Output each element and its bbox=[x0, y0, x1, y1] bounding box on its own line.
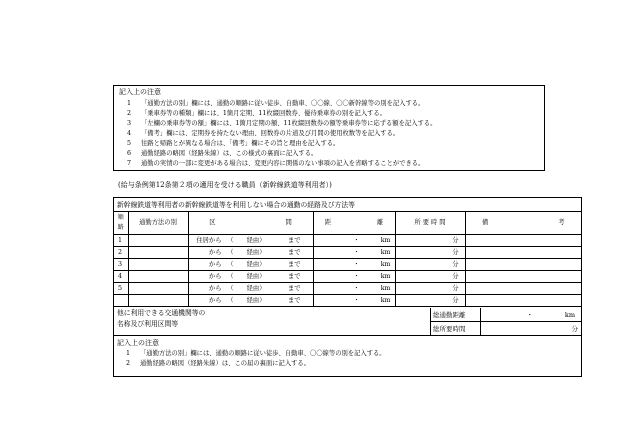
remarks-field[interactable] bbox=[465, 259, 581, 271]
section-to: まで bbox=[287, 272, 301, 280]
header-time: 所 要 時 間 bbox=[395, 212, 465, 235]
route-table-title: 新幹線鉄道等利用者の新幹線鉄道等を利用しない場合の通勤の経路及び方法等 bbox=[117, 201, 355, 209]
summary-row-distance bbox=[431, 308, 582, 322]
time-field[interactable]: 分 bbox=[395, 283, 465, 295]
remarks-field[interactable] bbox=[465, 271, 581, 283]
time-field[interactable]: 分 bbox=[395, 271, 465, 283]
note-number: 6 bbox=[127, 150, 132, 157]
note-item bbox=[127, 139, 436, 149]
distance-field[interactable] bbox=[313, 259, 395, 271]
section-paren: （ bbox=[227, 236, 234, 244]
section-to: まで bbox=[287, 236, 301, 244]
distance-unit: km bbox=[380, 248, 391, 256]
route-number bbox=[114, 295, 128, 307]
section-paren: （ bbox=[227, 284, 234, 292]
section-via: 経由） bbox=[246, 284, 266, 292]
total-distance-label: 総通勤距離 bbox=[431, 308, 481, 322]
section-via: 経由） bbox=[246, 260, 266, 268]
note-number: 7 bbox=[127, 160, 132, 167]
header-remarks-left: 備 bbox=[481, 219, 489, 226]
section-field[interactable] bbox=[188, 271, 313, 283]
note-number: 4 bbox=[127, 130, 132, 137]
notes-box-top bbox=[113, 85, 545, 171]
section-from: から bbox=[208, 248, 222, 256]
route-table-header bbox=[114, 212, 581, 235]
method-field[interactable] bbox=[128, 295, 188, 307]
note-number: 2 bbox=[127, 110, 132, 117]
section-caption: (給与条例第12条第２項の適用を受ける職員（新幹線鉄道等利用者）) bbox=[118, 181, 332, 189]
route-form-box bbox=[113, 197, 582, 377]
distance-field[interactable] bbox=[313, 283, 395, 295]
note-text: 「通勤方法の別」欄には、通勤の順路に従い徒歩、自動車、〇〇線、〇〇新幹線等の別を記入する。 bbox=[141, 100, 425, 107]
summary-row-time bbox=[431, 322, 582, 336]
section-field[interactable] bbox=[188, 235, 313, 247]
note-number: 2 bbox=[126, 360, 131, 367]
remarks-field[interactable] bbox=[465, 235, 581, 247]
note-text: 「左欄の乗車券等の額」欄には、1箇月定期の額、11枚綴回数券の額等乗車券等に応ずる額を記入する。 bbox=[141, 120, 437, 127]
table-row bbox=[114, 247, 581, 259]
table-row bbox=[114, 295, 581, 307]
method-field[interactable] bbox=[128, 283, 188, 295]
time-field[interactable]: 分 bbox=[395, 235, 465, 247]
table-row bbox=[114, 283, 581, 295]
section-from: から bbox=[208, 260, 222, 268]
section-to: まで bbox=[287, 284, 301, 292]
header-section-left: 区 bbox=[209, 219, 216, 226]
note-text: 「通勤方法の別」欄には、通勤の順路に従い徒歩、自動車、〇〇線等の別を記入する。 bbox=[140, 350, 386, 357]
note-item bbox=[126, 359, 386, 369]
total-distance-unit: km bbox=[564, 311, 575, 319]
route-number: 2 bbox=[114, 247, 128, 259]
distance-unit: km bbox=[380, 260, 391, 268]
notes-title: 記入上の注意 bbox=[117, 339, 159, 347]
distance-dot: ・ bbox=[353, 260, 360, 268]
method-field[interactable] bbox=[128, 259, 188, 271]
total-time-field[interactable] bbox=[481, 322, 582, 336]
distance-dot: ・ bbox=[353, 284, 360, 292]
distance-field[interactable] bbox=[313, 295, 395, 307]
remarks-field[interactable] bbox=[465, 283, 581, 295]
remarks-field[interactable] bbox=[465, 247, 581, 259]
method-field[interactable] bbox=[128, 235, 188, 247]
notes-list bbox=[127, 99, 436, 169]
route-number: 4 bbox=[114, 271, 128, 283]
section-field[interactable] bbox=[188, 259, 313, 271]
header-method: 通勤方法の別 bbox=[128, 212, 188, 235]
note-text: 「乗車券等の種類」欄には、1箇月定期、11枚綴回数券、優待乗車券の別を記入する。 bbox=[141, 110, 387, 117]
note-item bbox=[127, 149, 436, 159]
note-item bbox=[127, 159, 436, 169]
route-table bbox=[114, 211, 581, 307]
note-item bbox=[127, 99, 436, 109]
header-remarks bbox=[465, 212, 581, 235]
note-item bbox=[127, 129, 436, 139]
header-num-line2: 路 bbox=[117, 224, 124, 231]
note-number: 3 bbox=[127, 120, 132, 127]
distance-unit: km bbox=[380, 296, 391, 304]
notes-title: 記入上の注意 bbox=[119, 88, 161, 96]
header-remarks-right: 考 bbox=[558, 219, 565, 226]
section-field[interactable] bbox=[188, 283, 313, 295]
note-number: 1 bbox=[127, 100, 132, 107]
section-from: 住居から bbox=[196, 236, 222, 244]
distance-dot: ・ bbox=[353, 296, 360, 304]
table-row bbox=[114, 235, 581, 247]
note-text: 通勤経路の略図（経路朱線）は、この届の裏面に記入する。 bbox=[140, 360, 311, 367]
section-to: まで bbox=[287, 296, 301, 304]
note-text: 通勤経路の略図（経路朱線）は、この様式の裏面に記入する。 bbox=[141, 150, 318, 157]
note-number: 5 bbox=[127, 140, 132, 147]
distance-dot: ・ bbox=[353, 236, 360, 244]
note-item bbox=[126, 349, 386, 359]
section-field[interactable] bbox=[188, 295, 313, 307]
route-number: 3 bbox=[114, 259, 128, 271]
header-distance-left: 距 bbox=[324, 219, 331, 226]
header-route-number bbox=[114, 212, 128, 235]
section-paren: （ bbox=[227, 296, 234, 304]
section-paren: （ bbox=[227, 248, 234, 256]
section-from: から bbox=[208, 272, 222, 280]
header-num-line1: 順 bbox=[117, 214, 124, 221]
section-from: から bbox=[208, 296, 222, 304]
remarks-field[interactable] bbox=[465, 295, 581, 307]
distance-field[interactable] bbox=[313, 271, 395, 283]
table-row bbox=[114, 259, 581, 271]
header-section bbox=[188, 212, 313, 235]
section-via: 経由） bbox=[246, 296, 266, 304]
section-paren: （ bbox=[227, 272, 234, 280]
total-time-label: 総所要時間 bbox=[431, 322, 481, 336]
note-text: 通勤の実情の一部に変更がある場合は、変更内容に関係のない事項の記入を省略することができる。 bbox=[141, 160, 425, 167]
note-text: 「備考」欄には、定期券を持たない理由、回数券の片道及び月間の使用枚数等を記入する。 bbox=[141, 130, 400, 137]
total-time-unit: 分 bbox=[571, 325, 578, 333]
section-paren: （ bbox=[227, 260, 234, 268]
total-distance-dot: ・ bbox=[526, 311, 533, 319]
section-via: 経由） bbox=[246, 236, 266, 244]
section-via: 経由） bbox=[246, 248, 266, 256]
section-to: まで bbox=[287, 260, 301, 268]
method-field[interactable] bbox=[128, 271, 188, 283]
header-distance bbox=[313, 212, 395, 235]
total-distance-field[interactable] bbox=[481, 308, 582, 322]
distance-unit: km bbox=[380, 236, 391, 244]
header-section-right: 間 bbox=[285, 219, 292, 226]
divider bbox=[114, 335, 581, 336]
distance-unit: km bbox=[380, 272, 391, 280]
time-field[interactable]: 分 bbox=[395, 259, 465, 271]
distance-dot: ・ bbox=[353, 272, 360, 280]
distance-unit: km bbox=[380, 284, 391, 292]
note-item bbox=[127, 109, 436, 119]
summary-table bbox=[430, 308, 581, 335]
section-field[interactable] bbox=[188, 247, 313, 259]
notes-list bbox=[126, 349, 386, 369]
table-row bbox=[114, 271, 581, 283]
distance-field[interactable] bbox=[313, 247, 395, 259]
note-text: 往路と帰路とが異なる場合は、「備考」欄にその旨と理由を記入する。 bbox=[141, 140, 340, 147]
section-to: まで bbox=[287, 248, 301, 256]
distance-field[interactable] bbox=[313, 235, 395, 247]
route-number: 1 bbox=[114, 235, 128, 247]
section-from: から bbox=[208, 284, 222, 292]
time-field[interactable]: 分 bbox=[395, 295, 465, 307]
route-number: 5 bbox=[114, 283, 128, 295]
section-via: 経由） bbox=[246, 272, 266, 280]
time-field[interactable]: 分 bbox=[395, 247, 465, 259]
note-number: 1 bbox=[126, 350, 131, 357]
method-field[interactable] bbox=[128, 247, 188, 259]
other-transport-label: 他に利用できる交通機関等の名称及び利用区間等 bbox=[117, 309, 206, 328]
header-distance-right: 離 bbox=[377, 219, 384, 226]
note-item bbox=[127, 119, 436, 129]
distance-dot: ・ bbox=[353, 248, 360, 256]
